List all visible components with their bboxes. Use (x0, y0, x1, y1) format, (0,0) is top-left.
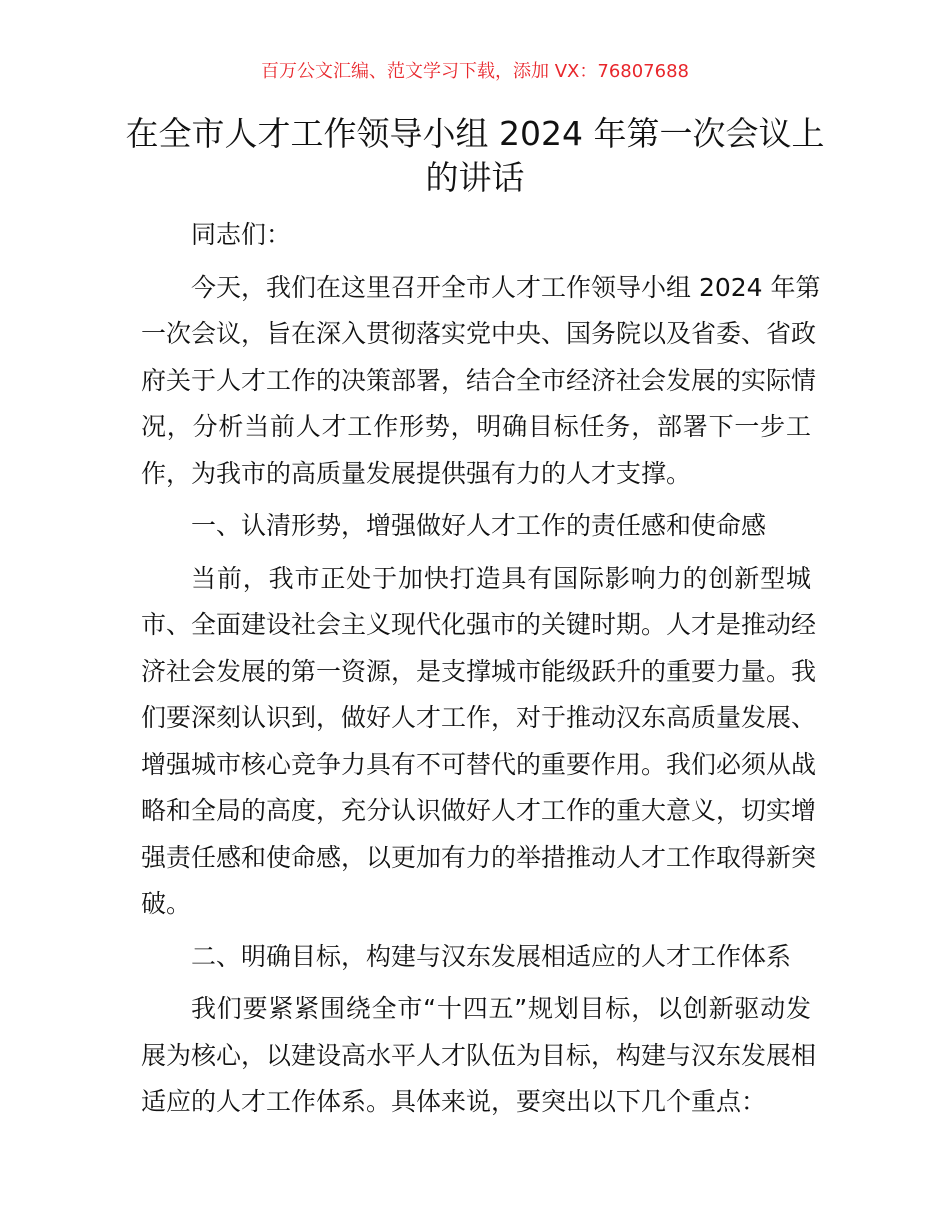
paragraph (141, 265, 821, 498)
paragraph-line: 破。 (141, 889, 192, 918)
paragraph-line: 济社会发展的第一资源，是支撑城市能级跃升的重要力量。我 (141, 656, 817, 686)
paragraph-line: 一、认清形势，增强做好人才工作的责任感和使命感 (191, 511, 767, 540)
paragraph-line: 市、全面建设社会主义现代化强市的关键时期。人才是推动经 (141, 610, 817, 639)
document-body (141, 212, 821, 1132)
paragraph (141, 503, 811, 550)
paragraph (141, 556, 817, 928)
paragraph-line: 强责任感和使命感，以更加有力的举措推动人才工作取得新突 (141, 842, 817, 872)
paragraph (141, 212, 811, 259)
paragraph-line: 同志们： (191, 220, 292, 249)
watermark-header: 百万公文汇编、范文学习下载，添加 VX：76807688 (261, 61, 689, 82)
paragraph (141, 986, 817, 1126)
document-title (120, 112, 830, 200)
paragraph-line: 府关于人才工作的决策部署，结合全市经济社会发展的实际情 (141, 365, 817, 395)
paragraph-line: 我们要紧紧围绕全市“十四五”规划目标，以创新驱动发 (191, 994, 811, 1023)
paragraph (141, 934, 811, 981)
paragraph-line: 适应的人才工作体系。具体来说，要突出以下几个重点： (141, 1087, 767, 1116)
paragraph-line: 况，分析当前人才工作形势，明确目标任务，部署下一步工 (141, 412, 811, 441)
paragraph-line: 一次会议，旨在深入贯彻落实党中央、国务院以及省委、省政 (141, 319, 817, 348)
paragraph-line: 当前，我市正处于加快打造具有国际影响力的创新型城 (191, 563, 811, 593)
paragraph-line: 略和全局的高度，充分认识做好人才工作的重大意义，切实增 (141, 796, 817, 825)
paragraph-line: 今天，我们在这里召开全市人才工作领导小组 2024 年第 (191, 272, 821, 302)
paragraph-line: 增强城市核心竞争力具有不可替代的重要作用。我们必须从战 (141, 749, 817, 779)
paragraph-line: 二、明确目标，构建与汉东发展相适应的人才工作体系 (191, 941, 792, 971)
paragraph-line: 们要深刻认识到，做好人才工作，对于推动汉东高质量发展、 (141, 703, 817, 732)
title-line: 在全市人才工作领导小组 2024 年第一次会议上 (125, 114, 825, 153)
title-line: 的讲话 (425, 158, 525, 197)
paragraph-line: 展为核心，以建设高水平人才队伍为目标，构建与汉东发展相 (141, 1040, 817, 1070)
paragraph-line: 作，为我市的高质量发展提供强有力的人才支撑。 (141, 458, 692, 488)
